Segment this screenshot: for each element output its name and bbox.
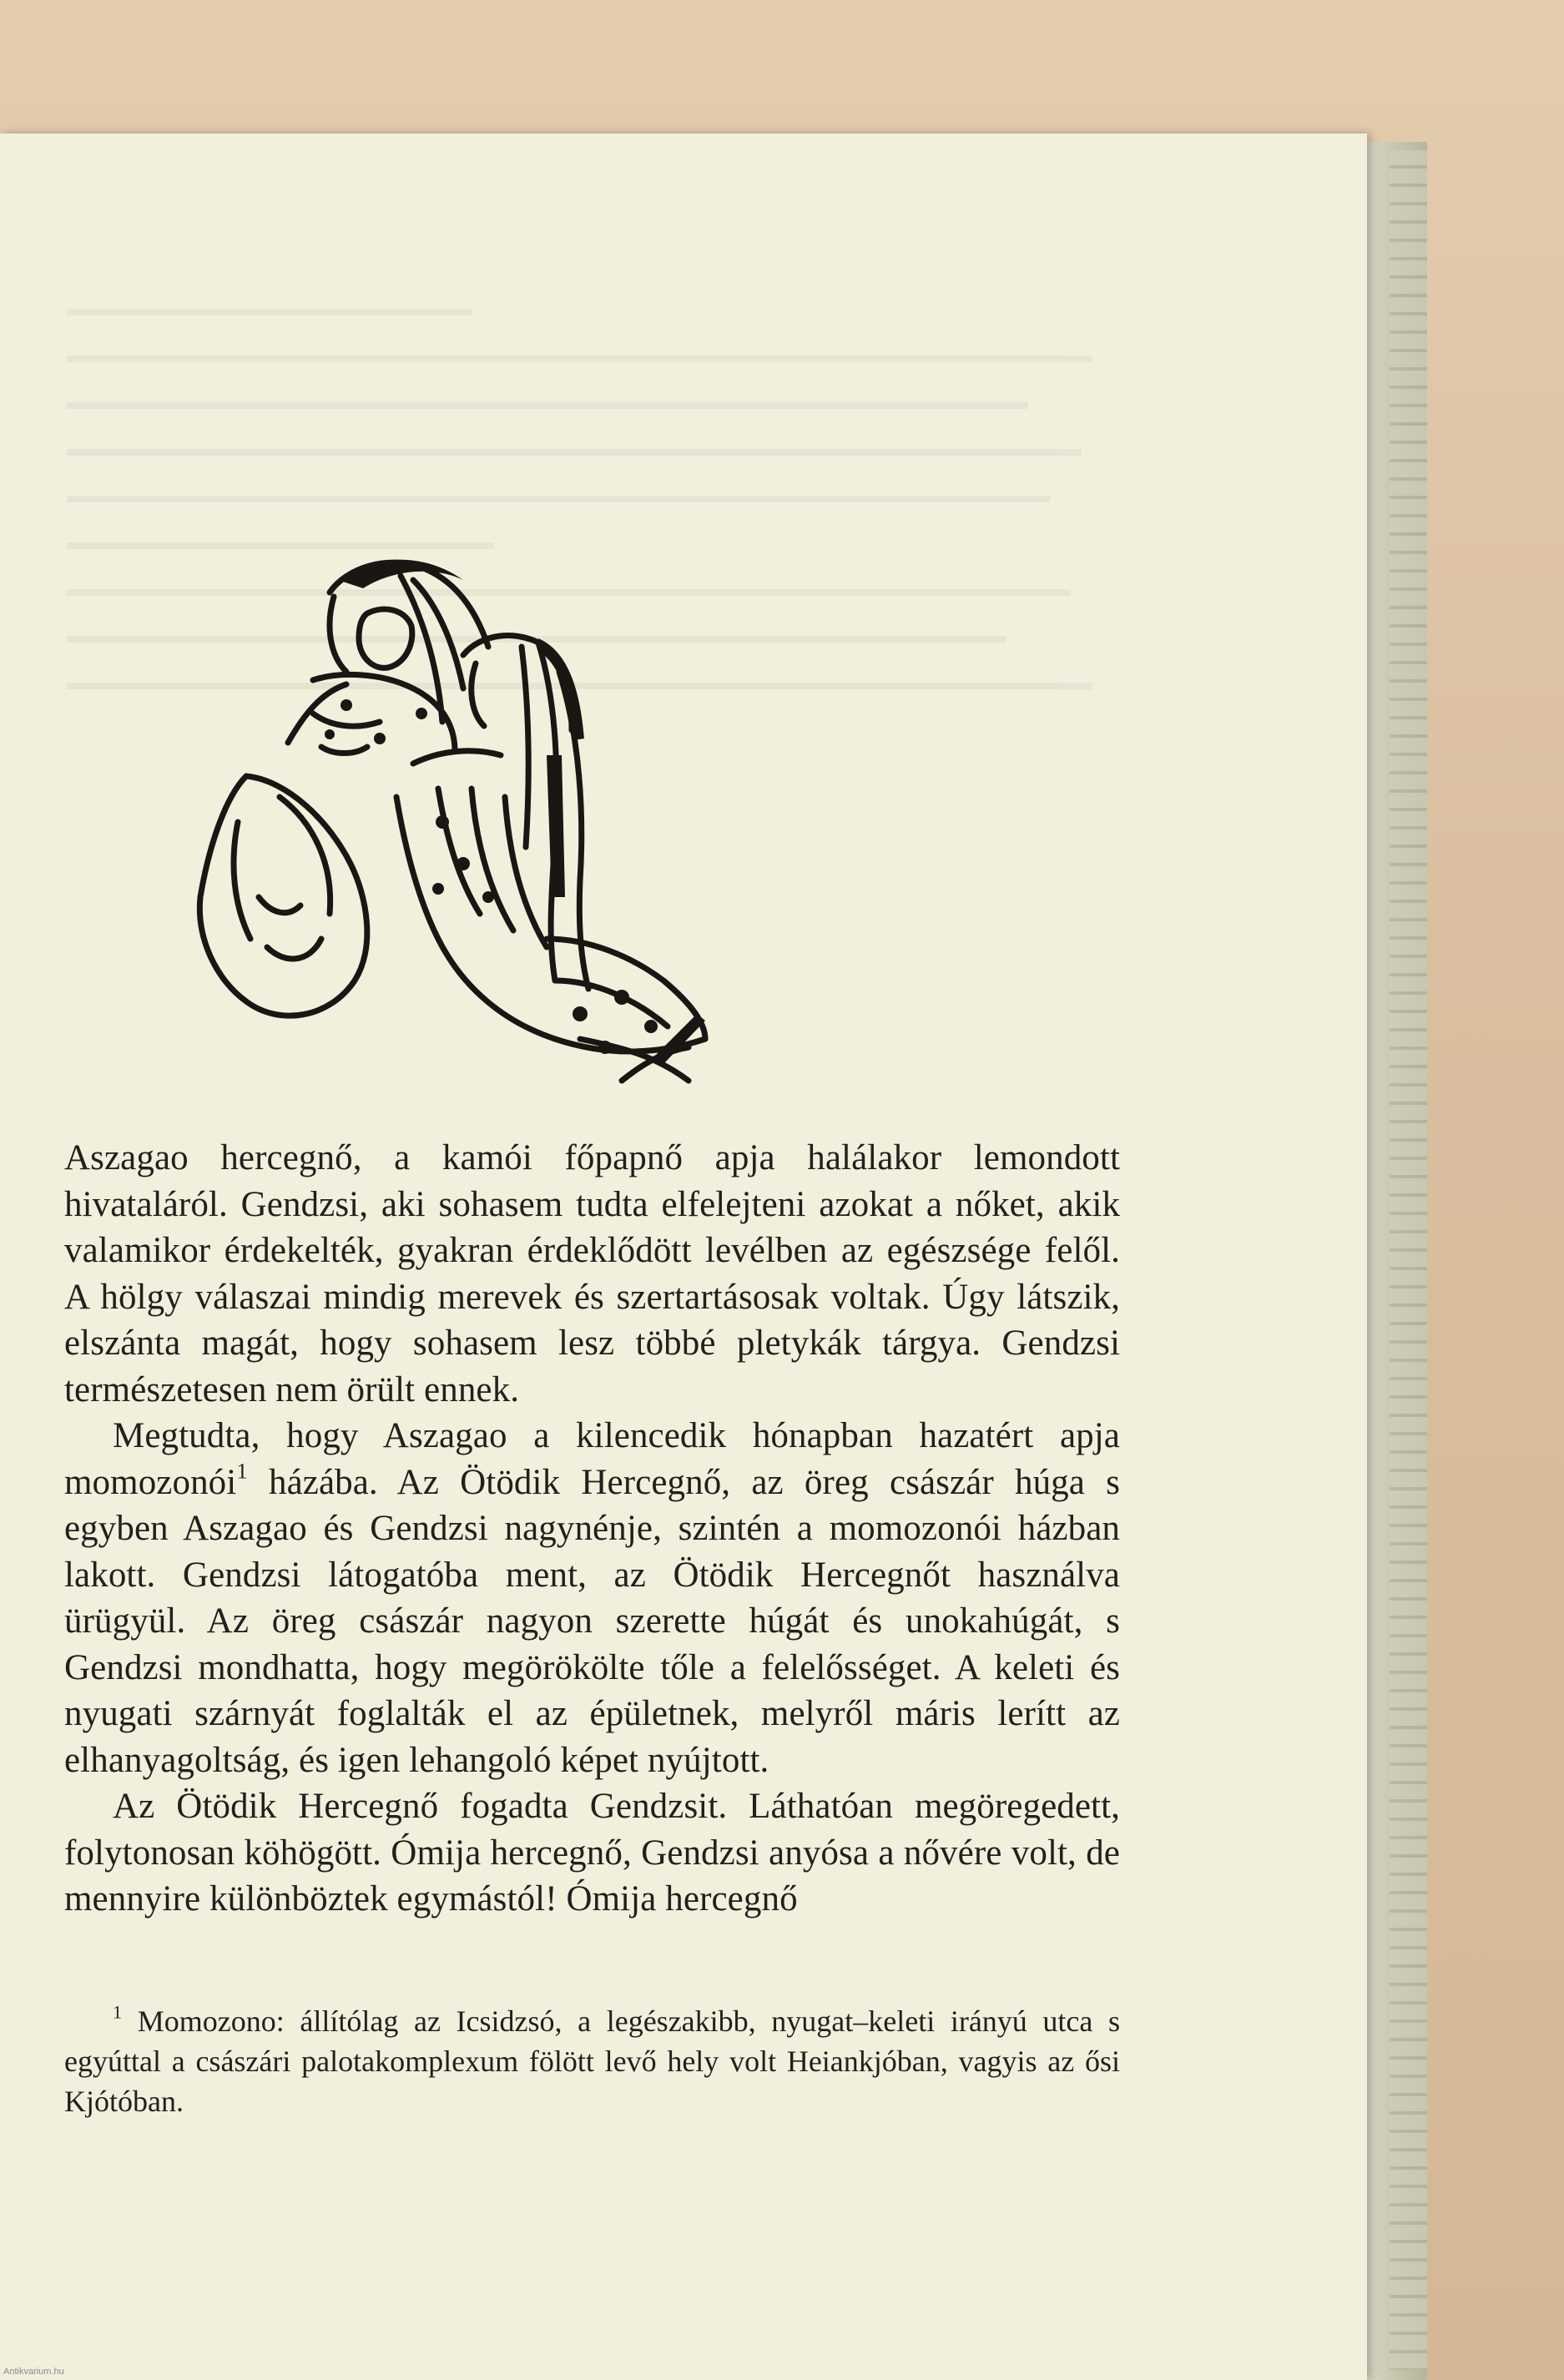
facing-page-edge [1390,150,1427,2370]
paragraph-3: Az Ötödik Hercegnő fogadta Gendzsit. Láthatóan megöregedett, folytonosan köhögött. Ómija hercegnő, Gendzsi anyósa a nővére volt, de mennyire különböztek egymástól! Ómija hercegnő [64,1787,1120,1919]
woodblock-two-court-ladies-icon [188,547,755,1089]
body-text [64,1135,1120,1923]
watermark: Antikvarium.hu [3,2367,64,2377]
footnote [64,2001,1120,2121]
footnote-marker: 1 [113,2001,123,2023]
paragraph-1: Aszagao hercegnő, a kamói főpapnő apja halálakor lemondott hivataláról. Gendzsi, aki sohasem tudta elfelejteni azokat a nőket, akik valamikor érdekelték, gyakran érdeklődött levélben az egészsége felől. A hölgy válaszai mindig merevek és szertartásosak voltak. Úgy látszik, elszánta magát, hogy sohasem lesz többé pletykák tárgya. Gendzsi természetesen nem örült ennek. [64,1138,1120,1409]
paragraph-2 [64,1413,1120,1783]
paragraph-2-start: Megtudta, hogy Aszagao a kilencedik hónapban hazatért apja momozonói [64,1416,1120,1502]
footnote-text: Momozono: állítólag az Icsidzsó, a legészakibb, nyugat–keleti irányú utca s egyúttal a császári palotakomplexum fölött levő hely volt Heiankjóban, vagyis az ősi Kjótóban. [64,2004,1120,2118]
footnote-reference: 1 [236,1457,248,1483]
paragraph-2-end: házába. Az Ötödik Hercegnő, az öreg császár húga s egyben Aszagao és Gendzsi nagynénje, szintén a momozonói házban lakott. Gendzsi látogatóba ment, az Ötödik Hercegnőt használva ürügyül. Az öreg császár nagyon szerette húgát és unokahúgát, s Gendzsi mondhatta, hogy megörökölte tőle a felelősséget. A keleti és nyugati szárnyát foglalták el az épületnek, melyről máris lerítt az elhanyagoltság, és igen lehangoló képet nyújtott. [64,1462,1120,1780]
